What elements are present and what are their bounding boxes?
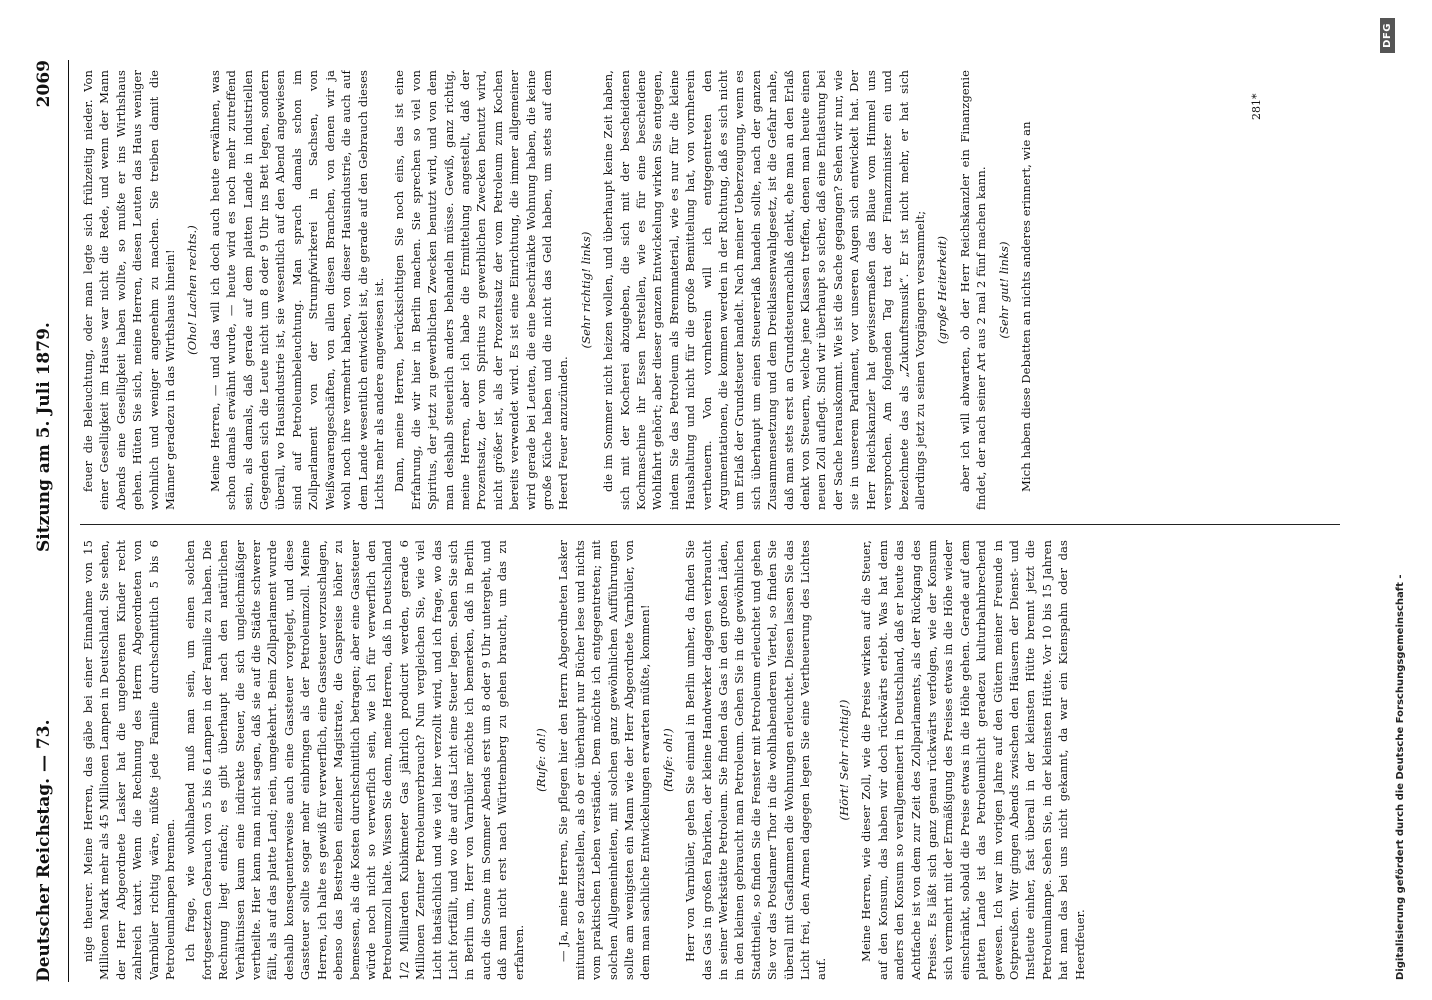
interjection: (Oho! Lachen rechts.)	[185, 225, 200, 355]
left-text-column	[80, 540, 1340, 980]
digitization-credit: Digitalisierung gefördert durch die Deutsche Forschungsgemeinschaft -	[1395, 574, 1406, 980]
paragraph: Herr von Varnbüler, gehen Sie einmal in Berlin umher, da finden Sie das Gas in großen Fabriken, der kleine Handwerker dagegen verbraucht in seiner Werkstätte Petroleum. Sie finden das Gas in den großen Läden, in den kleinen gebraucht man Petroleum. Gehen Sie in die gewöhnlichen Stadttheile, so finden Sie die Fenster mit Petroleum erleuchtet und gehen Sie vor das Potsdamer Thor in die wohlhabenderen Viertel, so finden Sie überall mit Gasflammen die Wohnungen erleuchtet. Diesen lassen Sie das Licht frei, den Armen dagegen legen Sie eine Vertheuerung des Lichtes auf.	[683, 540, 829, 980]
header-page-number: 2069	[34, 60, 54, 108]
right-text-column	[80, 70, 1340, 510]
column-divider	[80, 524, 1340, 525]
dfg-logo-badge: DFG	[1380, 18, 1395, 53]
interjection: (Hört! Sehr richtig!)	[836, 699, 851, 821]
paragraph: die im Sommer nicht heizen wollen, und überhaupt keine Zeit haben, sich mit der Kocherei abzugeben, die sich mit der bescheidenen Kochmaschine ihr Essen herstellen, wie es für eine bescheidene Wohlfahrt gehört; aber dieser ganzen Entwickelung wirken Sie entgegen, indem Sie das Petroleum als Brennmaterial, wie es nur für die kleine Haushaltung und nicht für die große Bemittelung hat, von vornherein vertheuern. Von vornherein will ich entgegentreten den Argumentationen, die kommen werden in der Richtung, daß es sich nicht um Erlaß der Grundsteuer handelt. Nach meiner Ueberzeugung, wenn es sich überhaupt um einen Steuererlaß handeln sollte, nach der ganzen Zusammensetzung und dem Dreiklassenwahlgesetz, ist die Gefahr nahe, daß man stets erst an Grundsteuernachlaß denkt, ehe man an den Erlaß denkt von Steuern, welche jene Klassen treffen, denen man heute einen neuen Zoll auflegt. Sind wir überhaupt so sicher, daß eine Entlastung bei der Sache herauskommt. Wie ist die Sache gegangen? Sehen wir nur, wie sie in unserem Parlament, vor unseren Augen sich entwickelt hat. Der Herr Reichskanzler hat gewissermaßen das Blaue vom Himmel uns versprochen. Am folgenden Tag trat der Finanzminister ein und bezeichnete das als „Zukunftsmusik“. Er ist nicht mehr, er hat sich allerdings jetzt zu seinen Vorgängern versammelt;	[601, 70, 927, 510]
header-session-date: Sitzung am 5. Juli 1879.	[34, 322, 54, 552]
paragraph: Mich haben diese Debatten an nichts anderes erinnert, wie an	[1018, 121, 1033, 492]
interjection: (Sehr richtig! links)	[578, 231, 593, 349]
signature-mark: 281*	[1250, 93, 1263, 120]
interjection: (große Heiterkeit)	[935, 235, 950, 345]
paragraph: Dann, meine Herren, berücksichtigen Sie noch eins, das ist eine Erfahrung, die wir hier in Berlin machen. Sie sprechen so viel von Spiritus, der jetzt zu gewerblichen Zwecken benutzt wird, und von dem man deshalb steuerlich anders behandeln müsse. Gewiß, ganz richtig, meine Herren, aber ich habe die Ermittelung angestellt, daß der Prozentsatz, der vom Spiritus zu gewerblichen Zwecken benutzt wird, nicht größer ist, als der Prozentsatz der vom Petroleum zum Kochen bereits verwendet wird. Es ist eine Einrichtung, die immer allgemeiner wird gerade bei Leuten, die eine beschränkte Wohnung haben, die keine große Küche haben und die nicht das Geld haben, um stets auf dem Heerd Feuer anzuzünden.	[392, 70, 571, 510]
paragraph: feuer die Beleuchtung, oder man legte sich frühzeitig nieder. Von einer Geselligkeit im Hause war nicht die Rede, und wenn der Mann Abends eine Geselligkeit haben wollte, so mußte er ins Wirthshaus gehen. Hüten Sie sich, meine Herren, diesen Leuten das Haus weniger wohnlich und weniger angenehm zu machen. Sie treiben damit die Männer geradezu in das Wirthshaus hinein!	[81, 70, 178, 510]
paragraph: Meine Herren, — und das will ich doch auch heute erwähnen, was schon damals erwähnt wurde, — heute wird es noch mehr zutreffend sein, als damals, daß gerade auf dem platten Lande in industriellen Gegenden sich die Leute nicht um 8 oder 9 Uhr ins Bett legen, sondern überall, wo Hausindustrie ist, sie wesentlich auf den Abend angewiesen sind auf Petroleumbeleuchtung. Man sprach damals schon im Zollparlament von der Strumpfwirkerei in Sachsen, von Weißwaarengeschäften, von allen diesen Branchen, von denen wir ja wohl noch ihre vermehrt haben, von dieser Hausindustrie, die auch auf dem Lande wesentlich entwickelt ist, die gerade auf den Gebrauch dieses Lichts mehr als andere angewiesen ist.	[207, 70, 386, 510]
paragraph: Meine Herren, wie dieser Zoll, wie die Preise wirken auf die Steuer, auf den Konsum, das haben wir doch rückwärts erlebt. Was hat denn anders den Konsum so verallgemeinert in Deutschland, daß er heute das Achtfache ist von dem zur Zeit des Zollparlaments, als der Rückgang des Preises. Es läßt sich ganz genau rückwärts verfolgen, wie der Konsum sich vermehrt mit der Ermäßigung des Preises etwas in die Höhe wieder einschränkt, sobald die Preise etwas in die Höhe gehen. Gerade auf dem platten Lande ist das Petroleumlicht geradezu kulturbahnbrechend gewesen. Ich war im vorigen Jahre auf den Gütern meiner Freunde in Ostpreußen. Wir gingen Abends zwischen den Häusern der Dienst- und Instleute einher, fast überall in der kleinsten Hütte brennt jetzt die Petroleumlampe. Sehen Sie, in der kleinsten Hütte. Vor 10 bis 15 Jahren hat man das bei uns nicht gekannt, da war ein Kienspahn oder das Heerdfeuer.	[859, 540, 1087, 980]
page-header	[28, 60, 68, 982]
paragraph: Ich frage, wie wohlhabend muß man sein, um einen solchen fortgesetzten Gebrauch von 5 bis 6 Lampen in der Familie zu haben. Die Rechnung liegt einfach; es gibt überhaupt nach den natürlichen Verhältnissen kaum eine indirekte Steuer, die sich ungleichmäßiger vertheilte. Hier kann man nicht sagen, daß sie auf die Städte schwerer fällt, als auf das platte Land; nein, umgekehrt. Beim Zollparlament wurde deshalb konsequenterweise auch eine Gassteuer vorgelegt, und diese Gassteuer sollte sogar mehr einbringen als der Petroleumzoll. Meine Herren, ich halte es gewiß für verwerflich, eine Gassteuer vorzuschlagen, ebenso das Bestreben einzelner Magistrate, die Gaspreise höher zu bemessen, als die Kosten durchschnittlich betragen; aber eine Gassteuer würde noch nicht so verwerflich sein, wie ich für verwerflich den Petroleumzoll halte. Wissen Sie denn, meine Herren, daß in Deutschland 1/2 Milliarden Kubikmeter Gas jährlich producirt werden, gerade 6 Millionen Zentner Petroleumverbrauch? Nun vergleichen Sie, wie viel Licht thatsächlich und wie viel hier verzollt wird, und ich frage, wo das Licht fortfällt, und wo die auf das Licht eine Steuer legen. Sehen Sie sich in Berlin um, Herr von Varnbüler möchte ich bemerken, daß in Berlin auch die Sonne im Sommer Abends erst um 8 oder 9 Uhr untergeht, und daß man nicht erst nach Württemberg zu gehen braucht, um das zu erfahren.	[183, 540, 526, 980]
paragraph: — Ja, meine Herren, Sie pflegen hier den Herrn Abgeordneten Lasker mitunter so darzustellen, als ob er überhaupt nur Bücher lese und nichts vom praktischen Leben verstände. Dem möchte ich entgegentreten; mit solchen Allgemeinheiten, mit solchen ganz gewöhnlichen Aufführungen sollte am wenigsten ein Mann wie der Herr Abgeordnete Varnbüler, von dem man sachliche Entwickelungen erwarten müßte, kommen!	[556, 540, 653, 980]
header-rule	[68, 60, 69, 982]
interjection: (Rufe: oh!)	[533, 728, 548, 792]
interjection: (Rufe: oh!)	[660, 728, 675, 792]
header-publication: Deutscher Reichstag. — 73.	[34, 719, 54, 982]
interjection: (Sehr gut! links)	[996, 241, 1011, 339]
paragraph: nige theurer. Meine Herren, das gäbe bei einer Einnahme von 15 Millionen Mark mehr als 45 Millionen Lampen in Deutschland. Sie sehen, der Herr Abgeordnete Lasker hat die ungeborenen Kinder recht zahlreich taxirt. Wenn die Rechnung des Herrn Abgeordneten von Varnbüler richtig wäre, müßte jede Familie durchschnittlich 5 bis 6 Petroleumlampen brennen.	[81, 540, 178, 980]
paragraph: aber ich will abwarten, ob der Herr Reichskanzler ein Finanzgenie findet, der nach seiner Art aus 2 mal 2 fünf machen kann.	[957, 70, 989, 510]
